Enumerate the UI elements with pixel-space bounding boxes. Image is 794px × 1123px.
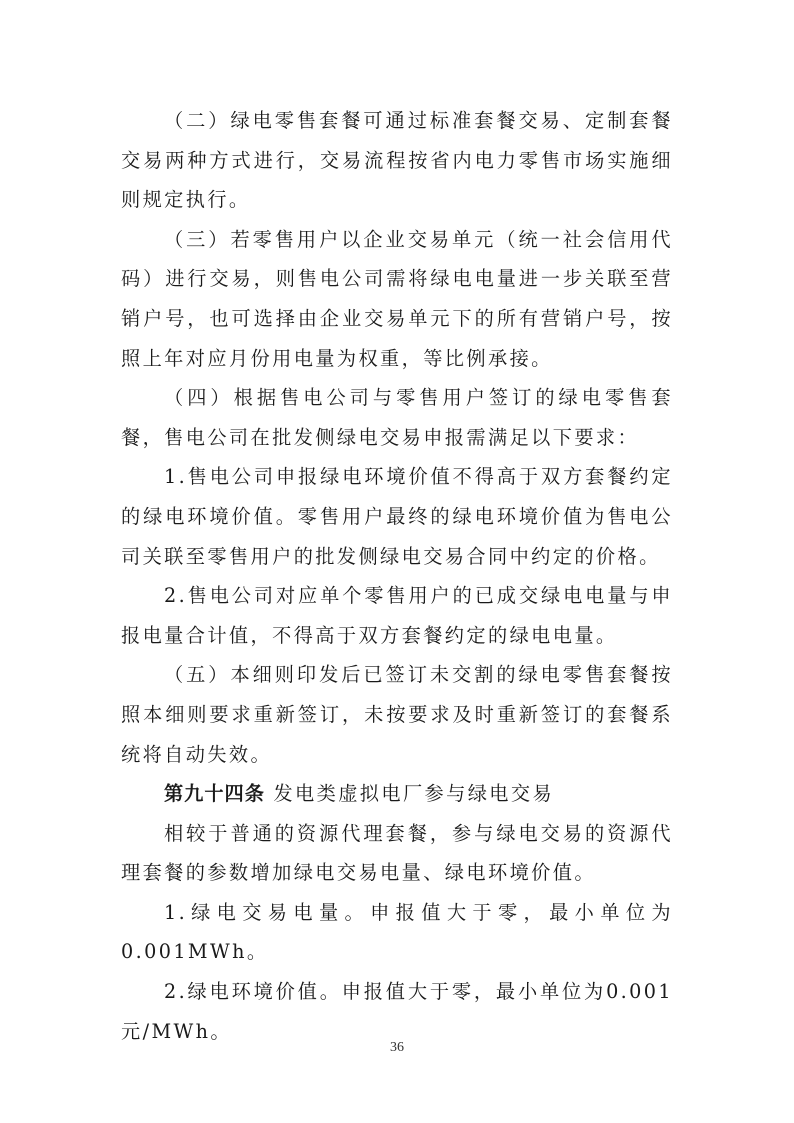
paragraph-item-4-1: 1.售电公司申报绿电环境价值不得高于双方套餐约定的绿电环境价值。零售用户最终的绿电环境价值为售电公司关联至零售用户的批发侧绿电交易合同中约定的价格。 [121,465,673,568]
article-number: 第九十四条 [164,782,265,806]
page-body [121,101,673,1051]
paragraph-item-3: （三）若零售用户以企业交易单元（统一社会信用代码）进行交易，则售电公司需将绿电电量进一步关联至营销户号，也可选择由企业交易单元下的所有营销户号，按照上年对应月份用电量为权重，等比例承接。 [121,227,673,370]
paragraph-item-4-2: 2.售电公司对应单个零售用户的已成交绿电电量与申报电量合计值，不得高于双方套餐约定的绿电电量。 [121,584,673,647]
paragraph-item-5: （五）本细则印发后已签订未交割的绿电零售套餐按照本细则要求重新签订，未按要求及时重新签订的套餐系统将自动失效。 [121,663,673,766]
paragraph-item-2: （二）绿电零售套餐可通过标准套餐交易、定制套餐交易两种方式进行，交易流程按省内电力零售市场实施细则规定执行。 [121,109,673,212]
paragraph-article-94-intro: 相较于普通的资源代理套餐，参与绿电交易的资源代理套餐的参数增加绿电交易电量、绿电环境价值。 [121,821,673,885]
article-title: 发电类虚拟电厂参与绿电交易 [273,782,555,806]
paragraph-article-94-1: 1.绿电交易电量。申报值大于零，最小单位为0.001MWh。 [121,900,673,964]
paragraph-item-4: （四）根据售电公司与零售用户签订的绿电零售套餐，售电公司在批发侧绿电交易申报需满足以下要求： [121,386,673,449]
article-heading [121,774,673,814]
paragraph-article-94-2: 2.绿电环境价值。申报值大于零，最小单位为0.001元/MWh。 [121,980,673,1043]
page-number: 36 [390,1040,404,1055]
